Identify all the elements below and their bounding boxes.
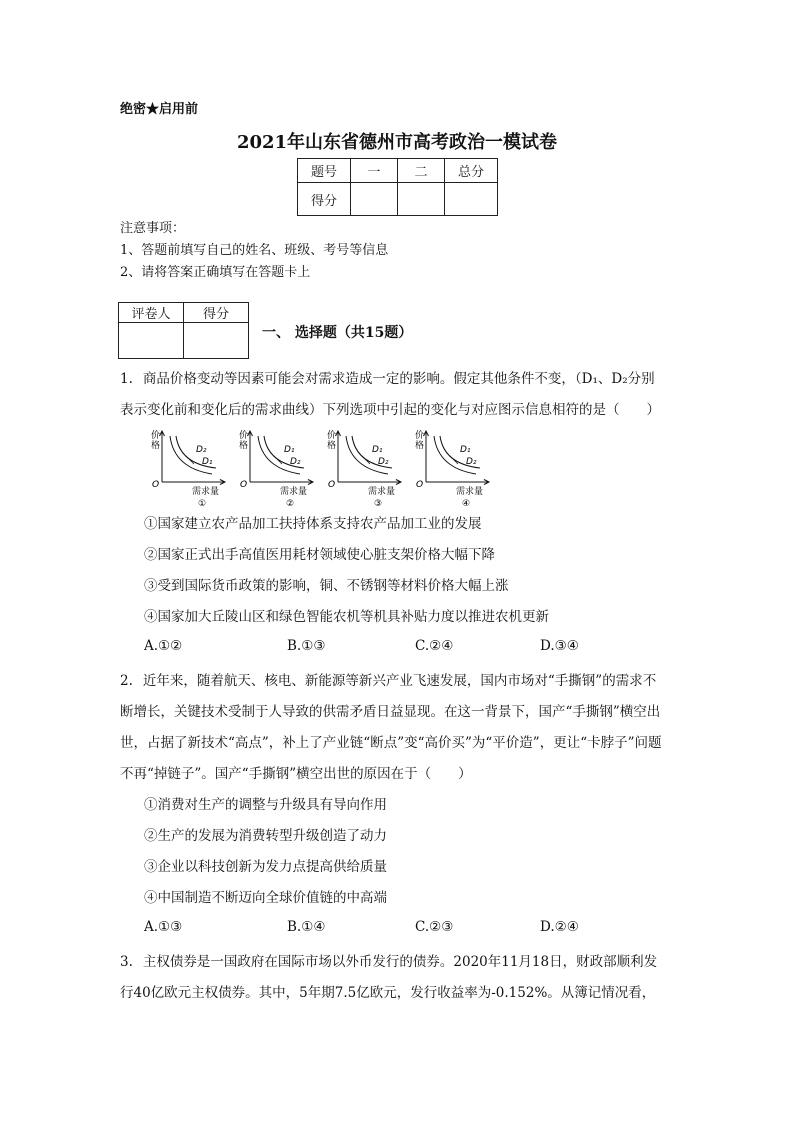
y-axis-label: 价格 [239,431,249,451]
question-2-option: ②生产的发展为消费转型升级创造了动力 [144,828,387,844]
demand-curve [258,436,300,474]
secret-label: 绝密★启用前 [120,102,199,117]
choice-a[interactable]: A.①② [144,638,183,654]
origin-label: O [416,480,424,490]
score-table [297,158,498,216]
grader-header: 评卷人 [119,303,184,323]
question-text: 主权债券是一国政府在国际市场以外币发行的债券。2020年11月18日，财政部顺利发 [142,954,658,970]
choice-b[interactable]: B.①④ [287,919,326,935]
grader-header: 得分 [184,303,249,323]
y-axis-label: 价格 [327,431,337,451]
shift-arrow [362,456,370,464]
curve-label: D₂ [290,457,301,467]
question-1-option: ②国家正式出手高值医用耗材领域使心脏支架价格大幅下降 [144,547,495,563]
graph-index: ③ [374,499,383,509]
question-text: 不再“掉链子”。国产“手撕钢”横空出世的原因在于（ ） [120,766,472,782]
question-2-option: ④中国制造不断迈向全球价值链的中高端 [144,890,387,906]
question-text: 断增长，关键技术受制于人导致的供需矛盾日益显现。在这一背景下，国产“手撕钢”横空出 [120,704,661,720]
score-cell: 二 [398,159,445,183]
score-cell: 一 [351,159,398,183]
score-cell: 得分 [298,183,351,216]
curve-label: D₁ [460,445,471,455]
curve-label: D₂ [378,457,389,467]
choice-c[interactable]: C.②④ [415,638,454,654]
notes-heading: 注意事项： [120,221,186,236]
demand-curve [170,436,212,474]
question-text: 表示变化前和变化后的需求曲线）下列选项中引起的变化与对应图示信息相符的是（ ） [120,402,660,418]
y-axis-label: 价格 [415,431,425,451]
shift-arrow [186,456,194,464]
question-text: 近年来，随着航天、核电、新能源等新兴产业飞速发展，国内市场对“手撕钢”的需求不 [142,673,657,689]
x-axis-label: 需求量 [280,487,308,497]
choice-c[interactable]: C.②③ [415,919,454,935]
section-title: 一、 选择题（共15题） [262,325,413,341]
grader-cell [119,323,184,359]
curve-label: D₁ [284,445,295,455]
graph-index: ② [286,499,295,509]
score-cell [445,183,498,216]
question-text: 商品价格变动等因素可能会对需求造成一定的影响。假定其他条件不变，（D₁、D₂分别 [142,371,655,387]
score-cell [351,183,398,216]
notes-block [120,218,388,284]
x-axis-label: 需求量 [456,487,484,497]
x-axis-label: 需求量 [368,487,396,497]
question-1-stem [120,364,676,426]
demand-curve [434,436,476,474]
score-cell: 题号 [298,159,351,183]
score-cell: 总分 [445,159,498,183]
curve-label: D₂ [196,445,207,455]
curve-label: D₂ [466,457,477,467]
grader-cell [184,323,249,359]
choice-d[interactable]: D.③④ [540,638,579,654]
demand-graphs [150,428,500,510]
y-axis-label: 价格 [151,431,161,451]
question-number: 3. [120,954,133,970]
origin-label: O [152,480,160,490]
question-2-option: ①消费对生产的调整与升级具有导向作用 [144,797,387,813]
question-2-option: ③企业以科技创新为发力点提高供给质量 [144,859,387,875]
notes-item: 2、请将答案正确填写在答题卡上 [120,265,311,280]
origin-label: O [240,480,248,490]
question-text: 行40亿欧元主权债券。其中，5年期7.5亿欧元，发行收益率为-0.152%。从簿记情况看， [120,985,656,1001]
question-2-stem [120,666,676,790]
grader-table [118,302,249,359]
notes-item: 1、答题前填写自己的姓名、班级、考号等信息 [120,243,389,258]
question-text: 世，占据了新技术“高点”，补上了产业链“断点”变“高价买”为“平价造”，更让“卡脖子”问题 [120,735,662,751]
score-cell [398,183,445,216]
curve-label: D₁ [202,457,213,467]
question-number: 2. [120,673,133,689]
question-1-option: ①国家建立农产品加工扶持体系支持农产品加工业的发展 [144,516,482,532]
curve-label: D₁ [372,445,383,455]
question-number: 1. [120,371,133,387]
choice-b[interactable]: B.①③ [287,638,326,654]
question-3-stem [120,947,676,1009]
exam-title: 2021年山东省德州市高考政治一模试卷 [236,132,558,153]
origin-label: O [328,480,336,490]
demand-curve [346,436,388,474]
shift-arrow [450,456,458,464]
question-1-option: ④国家加大丘陵山区和绿色智能农机等机具补贴力度以推进农机更新 [144,609,549,625]
choice-a[interactable]: A.①③ [144,919,183,935]
choice-d[interactable]: D.②④ [540,919,579,935]
shift-arrow [274,456,282,464]
x-axis-label: 需求量 [192,487,220,497]
question-1-option: ③受到国际货币政策的影响，铜、不锈钢等材料价格大幅上涨 [144,578,509,594]
graph-index: ① [198,499,207,509]
graph-index: ④ [462,499,471,509]
